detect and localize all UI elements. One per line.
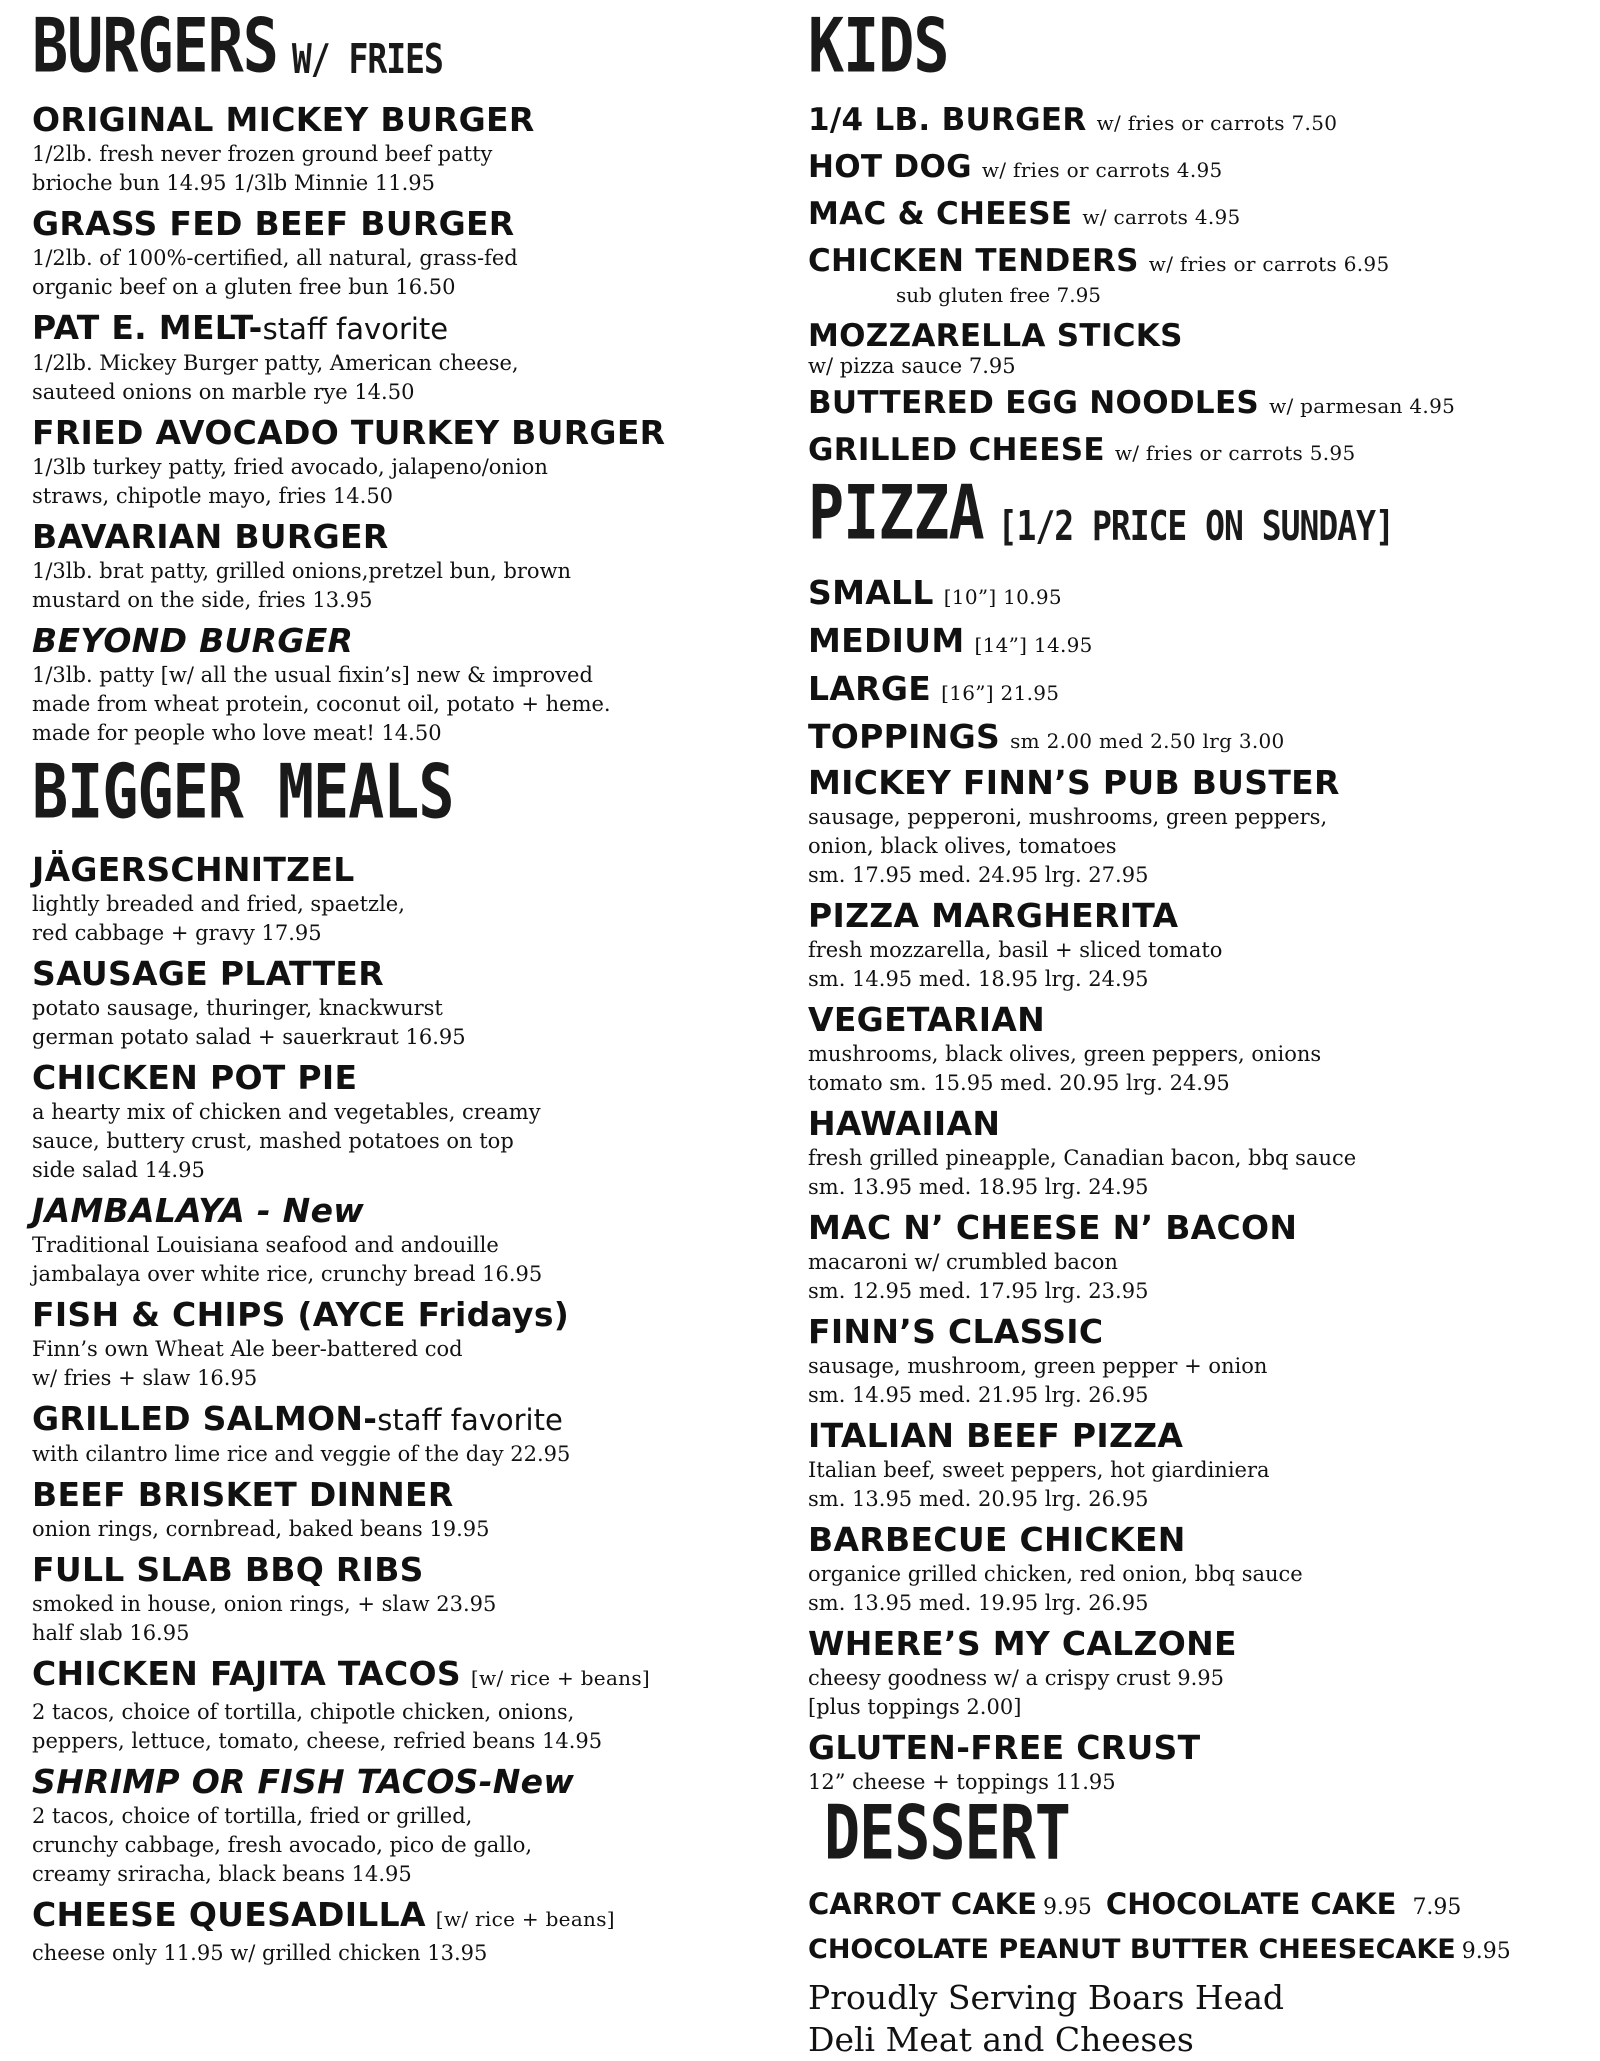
item-name [32,1058,802,1098]
desc-line: Traditional Louisiana seafood and andouille [32,1233,499,1257]
desc-line: sm. 14.95 med. 21.95 lrg. 26.95 [808,1383,1149,1407]
desc-line: 2 tacos, choice of tortilla, chipotle chicken, onions, [32,1700,575,1724]
item-name [32,1295,802,1335]
item-name-text: BUTTERED EGG NOODLES [808,385,1260,421]
item-name-text: ORIGINAL MICKEY BURGER [32,100,535,139]
list-item [808,1208,1590,1306]
item-desc [32,557,802,615]
list-item [808,192,1590,239]
item-name-text: MICKEY FINN’S PUB BUSTER [808,763,1340,802]
item-name-text: SMALL [808,573,934,612]
desc-line: smoked in house, onion rings, + slaw 23.95 [32,1592,497,1616]
item-desc [808,1352,1590,1410]
item-name [32,204,802,244]
item-name [32,1550,802,1590]
item-desc [808,1248,1590,1306]
item-name [32,1654,802,1698]
desc-line: sm. 14.95 med. 18.95 lrg. 24.95 [808,967,1149,991]
desc-line: Italian beef, sweet peppers, hot giardiniera [808,1458,1270,1482]
item-desc [32,1515,802,1544]
item-name-text: CHEESE QUESADILLA [32,1895,426,1934]
right-column [808,2,1590,2061]
serving-line: Deli Meat and Cheeses [808,2020,1194,2059]
list-item [808,571,1590,619]
desc-line: sausage, pepperoni, mushrooms, green peppers, [808,805,1328,829]
desc-line: sausage, mushroom, green pepper + onion [808,1354,1268,1378]
burgers-title: BURGERS [32,2,278,91]
serving-note [808,1977,1590,2061]
desc-line: made from wheat protein, coconut oil, potato + heme. [32,692,611,716]
item-desc [32,994,802,1052]
desc-line: half slab 16.95 [32,1621,190,1645]
tenders-gluten-free-note: sub gluten free 7.95 [896,283,1102,307]
item-desc [808,936,1590,994]
item-name-text: WHERE’S MY CALZONE [808,1624,1237,1663]
burgers-subtitle: W/ FRIES [291,34,443,83]
item-desc [808,1456,1590,1514]
item-name [32,1895,802,1939]
item-desc [32,244,802,302]
item-name-text: SAUSAGE PLATTER [32,954,384,993]
item-name [32,1399,802,1440]
item-name [808,763,1590,803]
item-name [808,1000,1590,1040]
desc-line: fresh grilled pineapple, Canadian bacon, bbq sauce [808,1146,1357,1170]
pizza-heading [808,469,1590,571]
item-inline-desc: w/ fries or carrots 7.50 [1096,111,1338,135]
item-name-text: MAC N’ CHEESE N’ BACON [808,1208,1298,1247]
staff-favorite-tag: staff favorite [377,1403,563,1437]
item-name-text: MEDIUM [808,621,965,660]
item-name [808,1728,1590,1768]
item-name-text: TOPPINGS [808,717,1001,756]
dessert-row [808,1883,1590,1929]
desc-line: tomato sm. 15.95 med. 20.95 lrg. 24.95 [808,1071,1230,1095]
item-desc [32,890,802,948]
item-name [32,1191,802,1231]
item-name [32,413,802,453]
kids-heading [808,2,1590,98]
item-name-text: CHICKEN TENDERS [808,243,1139,279]
list-item [808,314,1590,381]
item-name [808,381,1590,428]
item-desc [32,1939,802,1968]
item-desc [32,349,802,407]
list-item [808,1312,1590,1410]
list-item [32,1058,802,1185]
item-name [808,1208,1590,1248]
staff-favorite-tag: staff favorite [262,312,449,346]
list-item [32,621,802,748]
list-item [808,1728,1590,1797]
desc-line: german potato salad + sauerkraut 16.95 [32,1025,466,1049]
item-desc [808,1664,1590,1722]
item-inline-desc: w/ fries or carrots 5.95 [1114,441,1356,465]
item-name-text: CHICKEN POT PIE [32,1058,358,1097]
cheesecake-name: CHOCOLATE PEANUT BUTTER CHEESECAKE [808,1934,1456,1965]
item-name-text: FINN’S CLASSIC [808,1312,1104,1351]
desc-line: Finn’s own Wheat Ale beer-battered cod [32,1337,463,1361]
desc-line: w/ fries + slaw 16.95 [32,1366,258,1390]
dessert-list [808,1883,1590,2061]
bigger-meals-heading [32,748,802,850]
desc-line: made for people who love meat! 14.50 [32,721,442,745]
desc-line: mushrooms, black olives, green peppers, onions [808,1042,1322,1066]
desc-line: sm. 17.95 med. 24.95 lrg. 27.95 [808,863,1149,887]
item-inline-desc: [16”] 21.95 [941,681,1060,705]
desc-line: 1/3lb. brat patty, grilled onions,pretzel bun, brown [32,559,572,583]
list-item [808,381,1590,428]
desc-line: sm. 12.95 med. 17.95 lrg. 23.95 [808,1279,1149,1303]
list-item [808,98,1590,145]
list-item [808,715,1590,763]
list-item [808,1104,1590,1202]
item-name-text: GLUTEN-FREE CRUST [808,1728,1201,1767]
item-name-text: PIZZA MARGHERITA [808,896,1179,935]
item-desc [32,661,802,748]
list-item [32,1475,802,1544]
item-name-text: GRILLED SALMON- [32,1399,378,1438]
item-name [808,192,1590,239]
list-item [32,413,802,511]
item-name-text: FULL SLAB BBQ RIBS [32,1550,424,1589]
item-desc [808,1040,1590,1098]
serving-line: Proudly Serving Boars Head [808,1978,1284,2017]
list-item [32,1654,802,1756]
item-name-text: BARBECUE CHICKEN [808,1520,1186,1559]
item-inline-desc: w/ fries or carrots 6.95 [1148,252,1390,276]
pizza-title: PIZZA [808,469,984,558]
desc-line: organic beef on a gluten free bun 16.50 [32,275,456,299]
item-name-text: BAVARIAN BURGER [32,517,389,556]
desc-line: potato sausage, thuringer, knackwurst [32,996,443,1020]
item-name [808,145,1590,192]
list-item [32,850,802,948]
item-desc [808,1144,1590,1202]
desc-line: cheese only 11.95 w/ grilled chicken 13.95 [32,1941,488,1965]
item-name-text: FISH & CHIPS (AYCE Fridays) [32,1295,570,1334]
desc-line: 1/3lb. patty [w/ all the usual fixin’s] new & improved [32,663,593,687]
item-desc [32,140,802,198]
item-name-text: HAWAIIAN [808,1104,1001,1143]
desc-line: peppers, lettuce, tomato, cheese, refried beans 14.95 [32,1729,603,1753]
desc-line: 1/2lb. fresh never frozen ground beef patty [32,142,493,166]
item-name-text: BEEF BRISKET DINNER [32,1475,454,1514]
list-item [32,954,802,1052]
desc-line: with cilantro lime rice and veggie of the day 22.95 [32,1442,571,1466]
desc-line: sauce, buttery crust, mashed potatoes on top [32,1129,514,1153]
carrot-cake-name: CARROT CAKE [808,1887,1037,1921]
desc-line: 12” cheese + toppings 11.95 [808,1770,1116,1794]
desc-line: straws, chipotle mayo, fries 14.50 [32,484,394,508]
kids-list [808,98,1590,475]
desc-line: crunchy cabbage, fresh avocado, pico de gallo, [32,1833,533,1857]
item-name [808,428,1590,475]
chocolate-cake-price: 7.95 [1412,1895,1462,1920]
item-name-text: BEYOND BURGER [32,621,354,660]
item-desc [32,1440,802,1469]
desc-line: a hearty mix of chicken and vegetables, creamy [32,1100,541,1124]
pizza-subtitle: [1/2 PRICE ON SUNDAY] [997,501,1394,550]
item-name [808,1624,1590,1664]
item-name [808,1416,1590,1456]
list-item [808,428,1590,475]
list-item [32,1399,802,1469]
item-name-text: ITALIAN BEEF PIZZA [808,1416,1184,1455]
item-name-text: PAT E. MELT- [32,308,263,347]
item-name-text: VEGETARIAN [808,1000,1046,1039]
desc-line: macaroni w/ crumbled bacon [808,1250,1118,1274]
pizza-list [808,763,1590,1797]
dessert-heading [808,1789,1590,1883]
list-item [32,1295,802,1393]
item-name [808,1312,1590,1352]
item-desc [808,803,1590,890]
list-item [32,100,802,198]
item-name-text: SHRIMP OR FISH TACOS-New [32,1762,575,1801]
desc-line: side salad 14.95 [32,1158,205,1182]
desc-line: 1/2lb. Mickey Burger patty, American cheese, [32,351,519,375]
item-name-text: HOT DOG [808,149,972,185]
item-name [32,1762,802,1802]
item-name [32,1475,802,1515]
desc-line: brioche bun 14.95 1/3lb Minnie 11.95 [32,171,436,195]
item-inline-desc: [w/ rice + beans] [470,1666,651,1690]
burgers-list [32,100,802,748]
item-name [808,98,1590,145]
list-item [808,1520,1590,1618]
list-item [808,619,1590,667]
item-name [32,621,802,661]
desc-line: fresh mozzarella, basil + sliced tomato [808,938,1223,962]
desc-line: red cabbage + gravy 17.95 [32,921,322,945]
list-item [32,308,802,407]
item-name-text: CHICKEN FAJITA TACOS [32,1654,461,1693]
desc-line: sm. 13.95 med. 18.95 lrg. 24.95 [808,1175,1149,1199]
desc-line: onion, black olives, tomatoes [808,834,1117,858]
item-inline-desc: [10”] 10.95 [943,585,1062,609]
list-item [32,204,802,302]
item-name-text: MAC & CHEESE [808,196,1073,232]
list-item [32,1762,802,1889]
item-name-text: LARGE [808,669,932,708]
desc-line: cheesy goodness w/ a crispy crust 9.95 [808,1666,1224,1690]
desc-line: mustard on the side, fries 13.95 [32,588,373,612]
item-name [808,239,1590,286]
left-column [32,2,802,1974]
desc-line: jambalaya over white rice, crunchy bread 16.95 [32,1262,543,1286]
item-name [32,517,802,557]
item-name-text: GRASS FED BEEF BURGER [32,204,515,243]
item-desc [32,1098,802,1185]
item-name [32,308,802,349]
item-name [32,100,802,140]
list-item [808,1000,1590,1098]
item-inline-desc: w/ carrots 4.95 [1082,205,1241,229]
item-name-text: JAMBALAYA - New [32,1191,365,1230]
item-name: MOZZARELLA STICKS [808,318,1183,354]
item-name [808,896,1590,936]
item-name-text: JÄGERSCHNITZEL [32,850,355,889]
item-inline-desc: sm 2.00 med 2.50 lrg 3.00 [1010,729,1285,753]
item-desc [32,1698,802,1756]
dessert-title: DESSERT [824,1789,1070,1878]
list-item [808,1624,1590,1722]
list-item [808,239,1590,286]
item-name [808,571,1590,619]
item-name [32,954,802,994]
list-item [808,1416,1590,1514]
list-item [32,517,802,615]
desc-line: sauteed onions on marble rye 14.50 [32,380,415,404]
desc-line: organice grilled chicken, red onion, bbq sauce [808,1562,1303,1586]
item-name-text: GRILLED CHEESE [808,432,1105,468]
item-name-text: FRIED AVOCADO TURKEY BURGER [32,413,666,452]
bigger-meals-list [32,850,802,1968]
list-item [808,763,1590,890]
list-item [808,896,1590,994]
item-desc: w/ pizza sauce 7.95 [808,354,1016,378]
item-name [808,1520,1590,1560]
item-desc [32,1335,802,1393]
desc-line: creamy sriracha, black beans 14.95 [32,1862,412,1886]
item-inline-desc: [w/ rice + beans] [435,1907,615,1931]
desc-line: onion rings, cornbread, baked beans 19.95 [32,1517,490,1541]
item-desc [32,1231,802,1289]
carrot-cake-price: 9.95 [1042,1895,1092,1920]
item-name-text: 1/4 LB. BURGER [808,102,1087,138]
item-desc [32,1802,802,1889]
dessert-row [808,1929,1590,1973]
desc-line: 1/3lb turkey patty, fried avocado, jalapeno/onion [32,455,548,479]
list-item [808,145,1590,192]
chocolate-cake-name: CHOCOLATE CAKE [1105,1887,1397,1921]
item-inline-desc: w/ fries or carrots 4.95 [981,158,1223,182]
item-desc [808,1560,1590,1618]
pizza-sizes [808,571,1590,763]
desc-line: 1/2lb. of 100%-certified, all natural, grass-fed [32,246,518,270]
item-name [808,667,1590,715]
item-inline-desc: [14”] 14.95 [974,633,1093,657]
cheesecake-price: 9.95 [1461,1939,1511,1964]
list-item [32,1895,802,1968]
item-name [32,850,802,890]
desc-line: sm. 13.95 med. 19.95 lrg. 26.95 [808,1591,1149,1615]
desc-line: [plus toppings 2.00] [808,1695,1022,1719]
desc-line: sm. 13.95 med. 20.95 lrg. 26.95 [808,1487,1149,1511]
item-desc [32,1590,802,1648]
kids-title: KIDS [808,2,949,91]
burgers-heading [32,2,802,100]
item-desc [32,453,802,511]
item-inline-desc: w/ parmesan 4.95 [1269,394,1456,418]
desc-line: lightly breaded and fried, spaetzle, [32,892,405,916]
list-item [32,1191,802,1289]
desc-line: 2 tacos, choice of tortilla, fried or grilled, [32,1804,473,1828]
item-name [808,1104,1590,1144]
item-name [808,619,1590,667]
bigger-meals-title: BIGGER MEALS [32,748,454,837]
list-item [808,667,1590,715]
list-item [32,1550,802,1648]
item-name [808,715,1590,763]
